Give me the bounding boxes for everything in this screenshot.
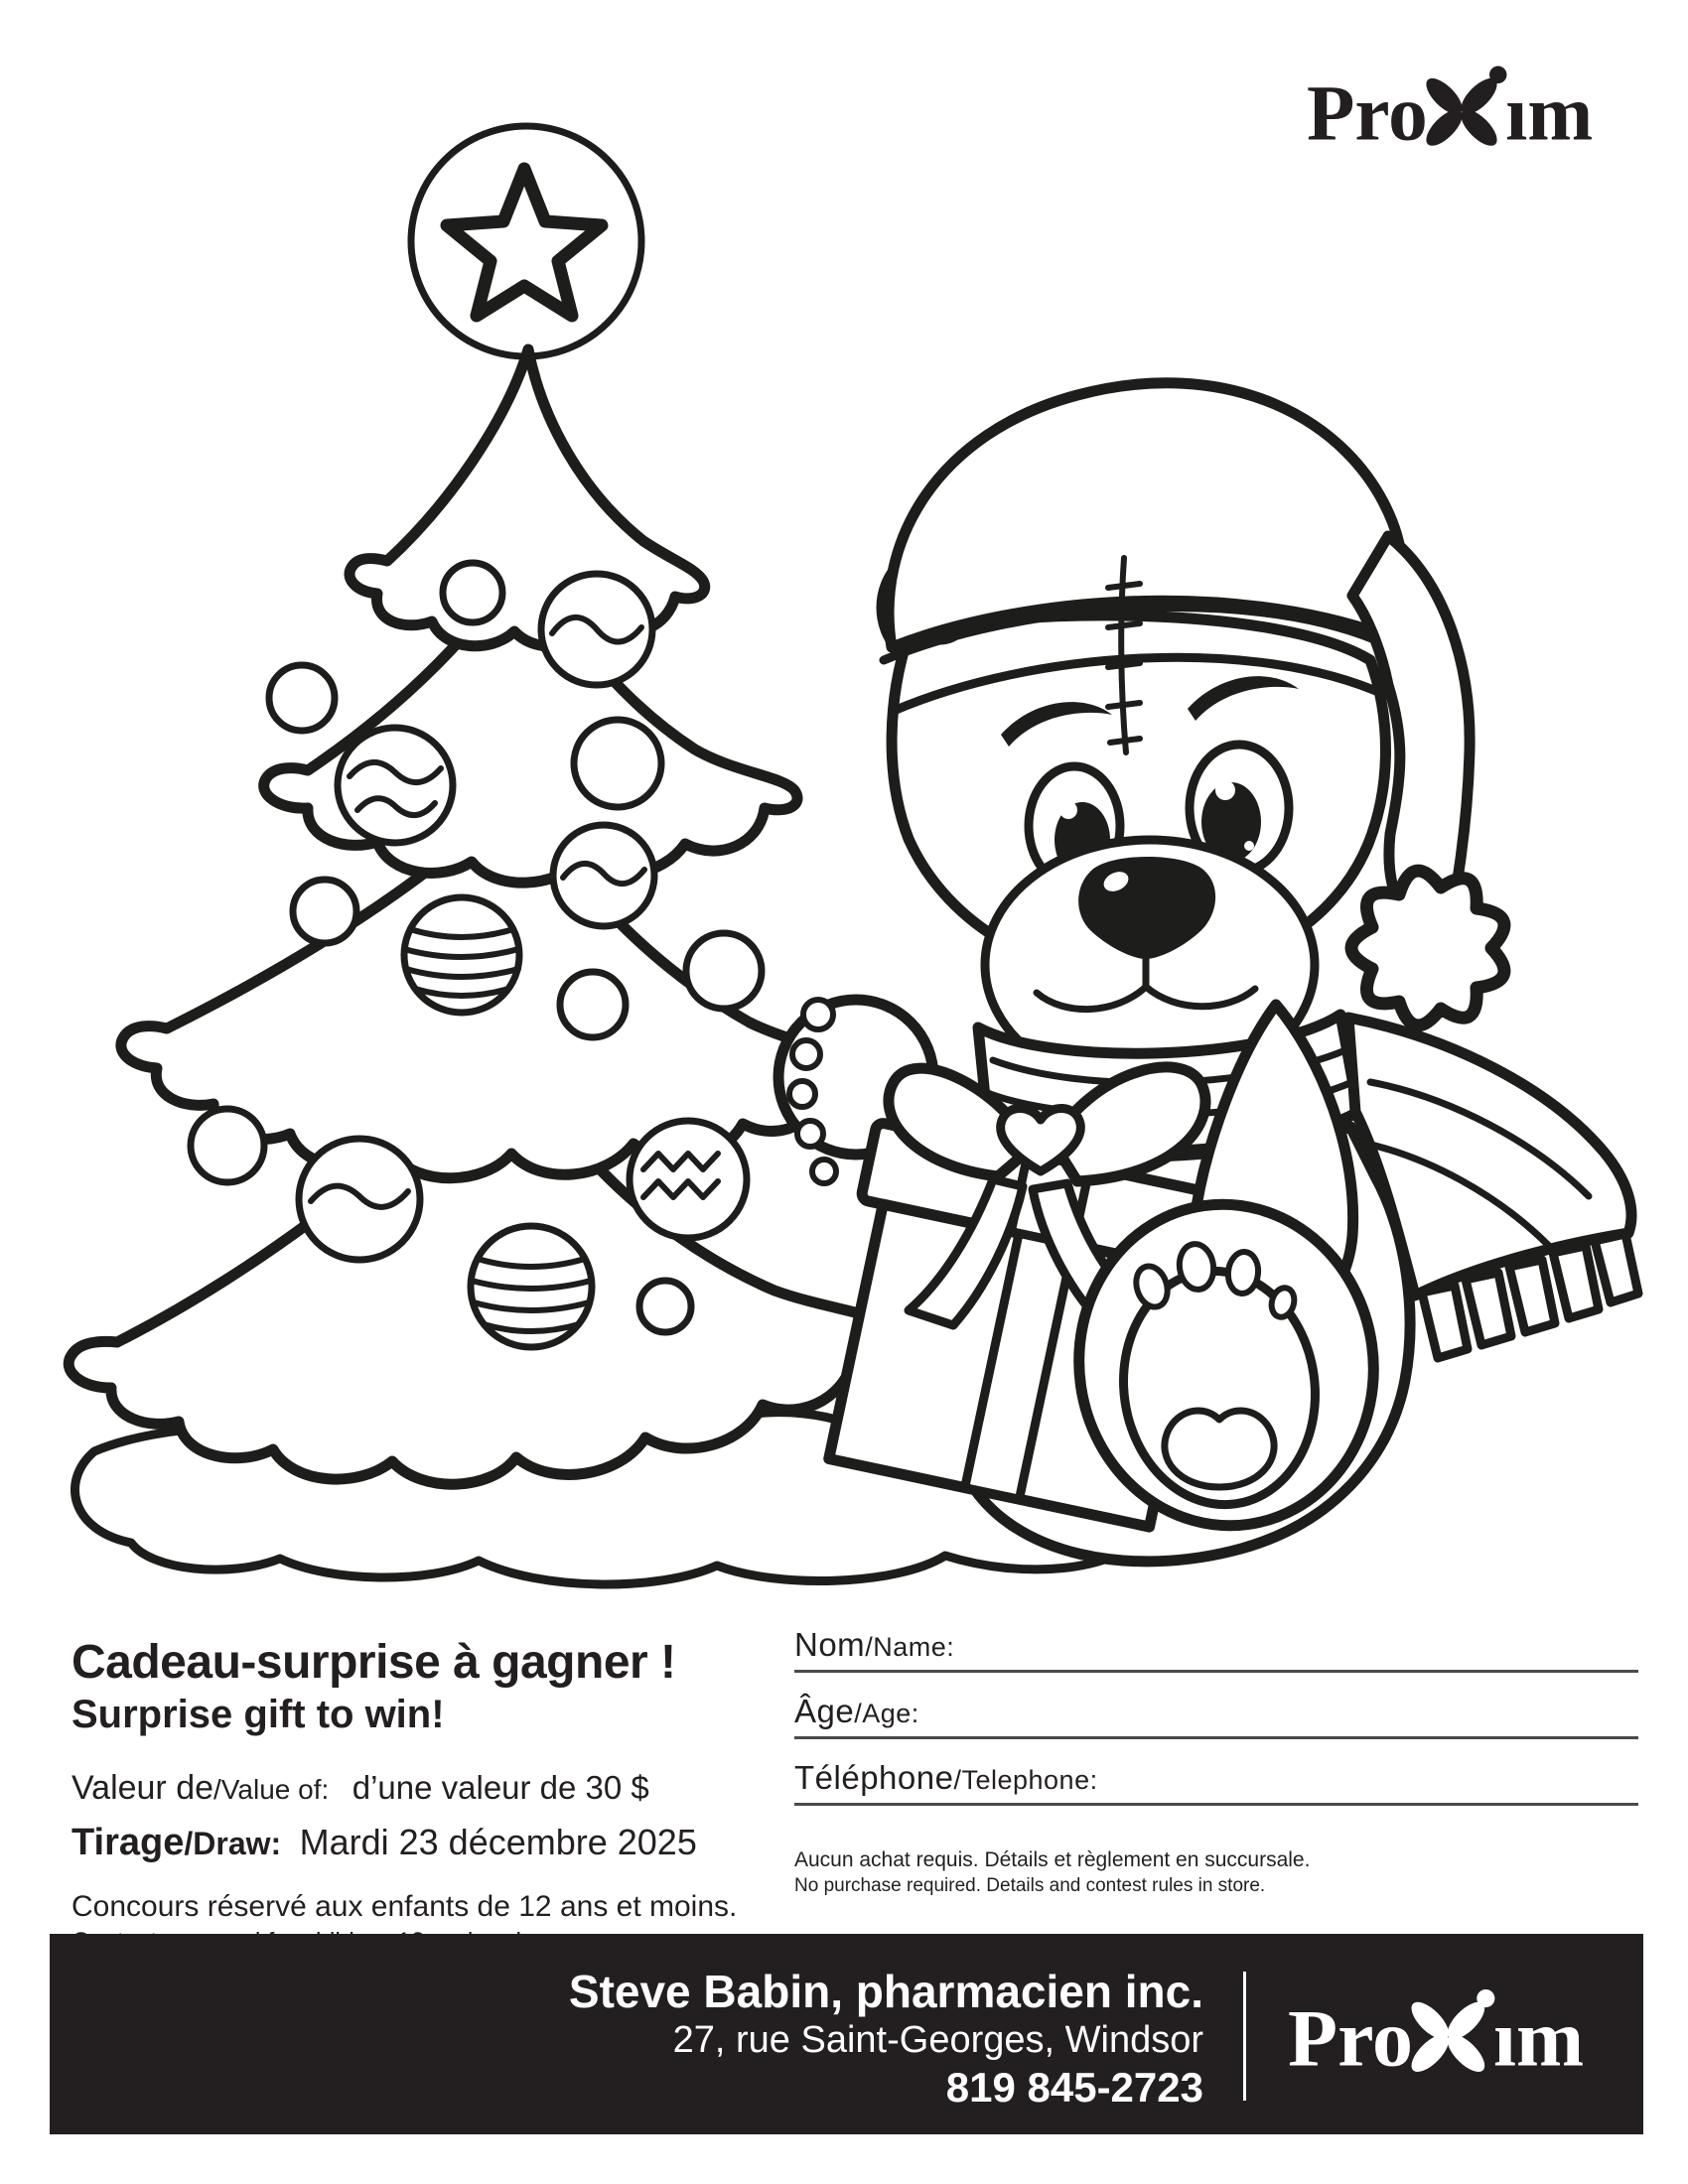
- pharmacy-name: Steve Babin, pharmacien inc.: [568, 1966, 1203, 2017]
- proxim-logo-im: ım: [1505, 69, 1594, 158]
- proxim-logo-pro: Pro: [1288, 1992, 1413, 2084]
- name-label-en: /Name:: [865, 1632, 955, 1662]
- pharmacy-footer-bar: [50, 1934, 1643, 2134]
- telephone-input-line[interactable]: [794, 1803, 1638, 1806]
- telephone-label-en: /Telephone:: [953, 1765, 1098, 1795]
- promo-title-fr: Cadeau-surprise à gagner !: [71, 1636, 676, 1689]
- draw-date: Mardi 23 décembre 2025: [299, 1822, 697, 1863]
- contest-note: [794, 1848, 1638, 1897]
- hat-pompom: [1351, 871, 1504, 1025]
- i-dot-icon: [1477, 1989, 1494, 2007]
- footer-divider: [1243, 1972, 1246, 2101]
- telephone-label-fr: Téléphone: [794, 1759, 954, 1796]
- teddy-bear: [778, 383, 1638, 1562]
- draw-label-en: /Draw:: [184, 1826, 282, 1862]
- draw-label-fr: Tirage: [71, 1822, 185, 1864]
- telephone-field[interactable]: [794, 1739, 1638, 1806]
- name-label-fr: Nom: [794, 1626, 866, 1663]
- name-field[interactable]: [794, 1606, 1638, 1673]
- prize-value-row: [71, 1769, 757, 1808]
- promo-title-en: Surprise gift to win!: [71, 1693, 445, 1737]
- age-label-en: /Age:: [854, 1699, 919, 1728]
- proxim-logo-im: ım: [1493, 1992, 1585, 2084]
- christmas-tree: [69, 349, 891, 1484]
- eligibility-fr: Concours réservé aux enfants de 12 ans et moins.: [71, 1890, 738, 1924]
- entry-form: [794, 1606, 1638, 1897]
- pharmacy-phone: 819 845-2723: [945, 2064, 1203, 2111]
- proxim-x-icon: [1406, 1989, 1495, 2078]
- pharmacy-address: 27, rue Saint-Georges, Windsor: [672, 2019, 1203, 2061]
- value-label-en: /Value of:: [213, 1774, 330, 1806]
- draw-date-row: [71, 1822, 757, 1864]
- proxim-logo-pro: Pro: [1307, 69, 1428, 158]
- value-label-fr: Valeur de: [71, 1769, 214, 1808]
- promo-block: [71, 1638, 757, 1957]
- pharmacy-contact: [569, 1966, 1203, 2113]
- age-label-fr: Âge: [794, 1693, 855, 1729]
- proxim-logo-footer: [1288, 1985, 1588, 2087]
- age-field[interactable]: [794, 1673, 1638, 1739]
- star-topper: [411, 126, 641, 356]
- heel-pad: [1165, 1411, 1274, 1487]
- contest-note-en: No purchase required. Details and contest rules in store.: [794, 1875, 1266, 1896]
- prize-value: d’une valeur de 30 $: [352, 1769, 649, 1807]
- contest-note-fr: Aucun achat requis. Détails et règlement en succursale.: [794, 1848, 1311, 1871]
